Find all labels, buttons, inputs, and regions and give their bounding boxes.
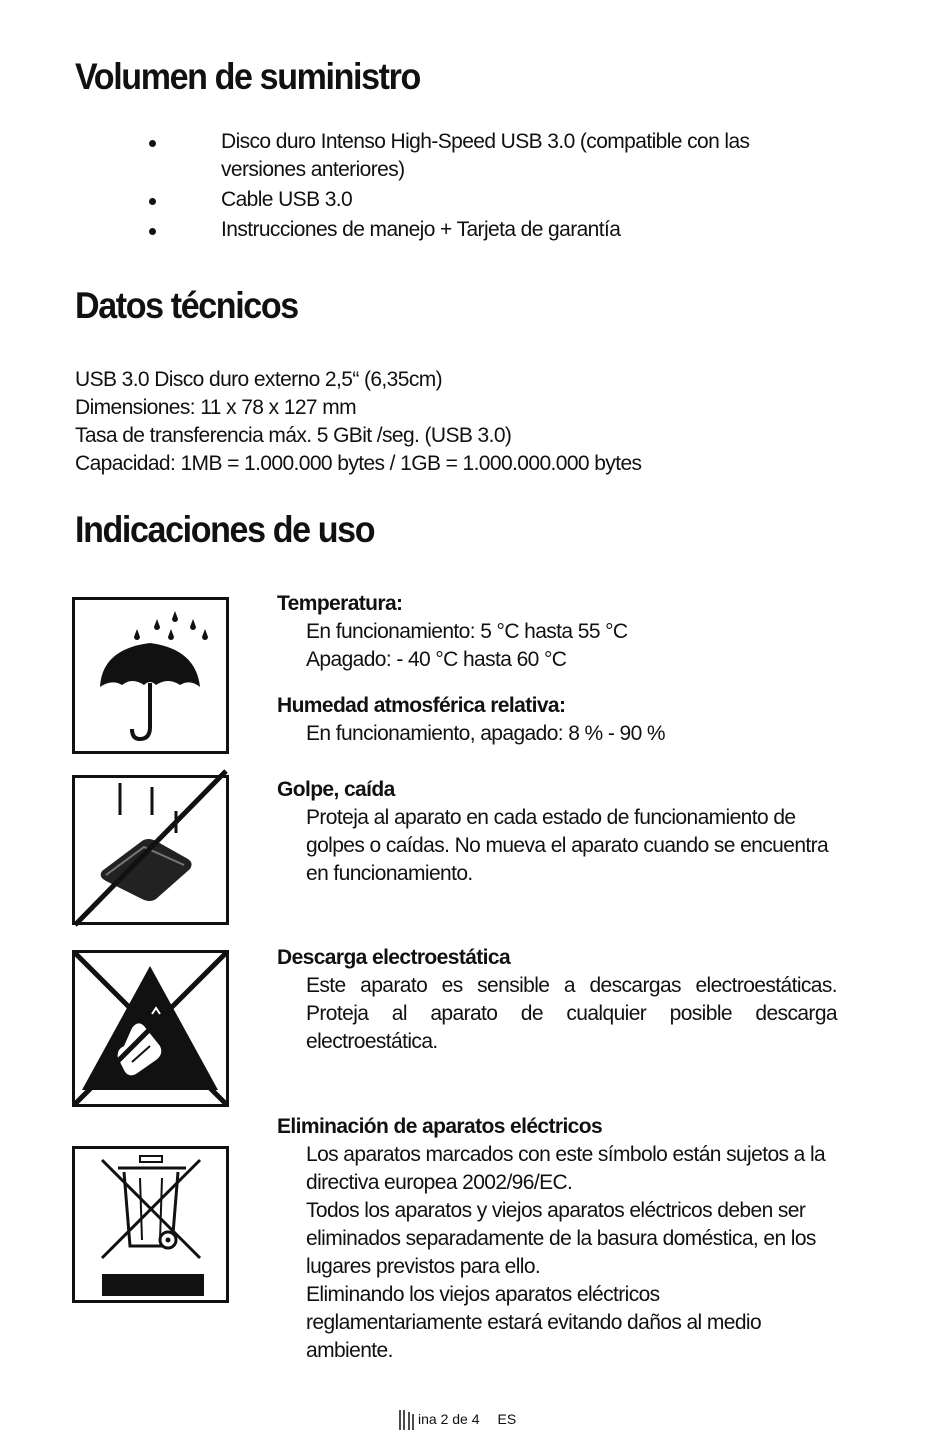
bullet-icon (149, 140, 156, 147)
list-item-continuation: versiones anteriores) (221, 158, 405, 181)
disposal-line: Eliminando los viejos aparatos eléctricos (306, 1283, 660, 1306)
temperature-line: Apagado: - 40 °C hasta 60 °C (306, 648, 567, 671)
shock-section (277, 776, 837, 888)
disposal-section (277, 1113, 837, 1365)
bullet-icon (149, 228, 156, 235)
humidity-line: En funcionamiento, apagado: 8 % - 90 % (306, 722, 665, 745)
esd-heading: Descarga electroestática (277, 946, 511, 969)
disposal-line: eliminados separadamente de la basura doméstica, en los (306, 1227, 816, 1250)
usage-heading: Indicaciones de uso (75, 509, 375, 550)
crossed-bin-icon (72, 1146, 229, 1303)
page-footer (398, 1408, 516, 1430)
no-esd-icon (72, 950, 229, 1107)
esd-line: Proteja al aparato de cualquier posible descarga (306, 1002, 837, 1025)
supply-list (145, 128, 845, 244)
disposal-line: ambiente. (306, 1339, 393, 1362)
shock-line: golpes o caídas. No mueva el aparato cuando se encuentra (306, 834, 829, 857)
no-esd-graphic (72, 950, 229, 1107)
shock-line: en funcionamiento. (306, 862, 473, 885)
disposal-line: reglamentariamente estará evitando daños al medio (306, 1311, 762, 1334)
humidity-heading: Humedad atmosférica relativa: (277, 694, 566, 717)
crossed-bin-graphic (72, 1146, 229, 1303)
tech-line: Tasa de transferencia máx. 5 GBit /seg. (USB 3.0) (75, 424, 512, 447)
page-number: ina 2 de 4 (418, 1411, 480, 1427)
no-drop-graphic (72, 775, 229, 925)
tech-line: USB 3.0 Disco duro externo 2,5“ (6,35cm) (75, 368, 443, 391)
temperature-line: En funcionamiento: 5 °C hasta 55 °C (306, 620, 628, 643)
disposal-heading: Eliminación de aparatos eléctricos (277, 1115, 603, 1138)
disposal-line: directiva europea 2002/96/EC. (306, 1171, 573, 1194)
shock-heading: Golpe, caída (277, 778, 395, 801)
tech-line: Dimensiones: 11 x 78 x 127 mm (75, 396, 357, 419)
tech-data (75, 366, 875, 478)
list-item: Disco duro Intenso High-Speed USB 3.0 (compatible con las (145, 128, 845, 156)
list-item: Cable USB 3.0 (145, 186, 845, 216)
umbrella-rain-icon (72, 597, 229, 754)
disposal-line: Todos los aparatos y viejos aparatos eléctricos deben ser (306, 1199, 806, 1222)
tech-heading: Datos técnicos (75, 285, 298, 326)
esd-section (277, 944, 837, 1056)
supply-heading: Volumen de suministro (75, 56, 420, 97)
language-code: ES (497, 1411, 517, 1427)
bullet-icon (149, 198, 156, 205)
umbrella-rain-graphic (72, 597, 229, 754)
esd-line: electroestática. (306, 1030, 438, 1053)
no-drop-icon (72, 775, 229, 925)
disposal-line: Los aparatos marcados con este símbolo están sujetos a la (306, 1143, 826, 1166)
temperature-heading: Temperatura: (277, 592, 403, 615)
tech-line: Capacidad: 1MB = 1.000.000 bytes / 1GB = 1.000.000.000 bytes (75, 452, 642, 475)
esd-line: Este aparato es sensible a descargas electroestáticas. (306, 974, 837, 997)
disposal-line: lugares previstos para ello. (306, 1255, 541, 1278)
list-item: Instrucciones de manejo + Tarjeta de garantía (145, 216, 845, 244)
shock-line: Proteja al aparato en cada estado de funcionamiento de (306, 806, 796, 829)
humidity-section (277, 692, 837, 748)
temperature-section (277, 590, 837, 674)
footer-mark-icon (398, 1408, 416, 1430)
